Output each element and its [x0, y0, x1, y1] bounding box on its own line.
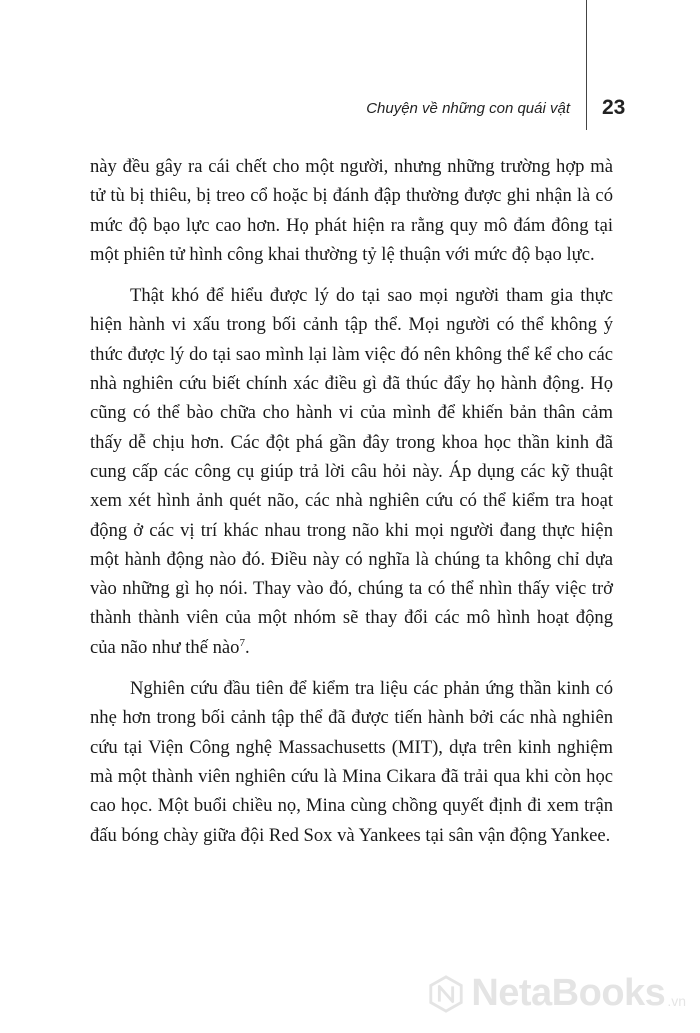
paragraph-3: Nghiên cứu đầu tiên để kiểm tra liệu các phản ứng thần kinh có nhẹ hơn trong bối cảnh tập thể đã được tiến hành bởi các nhà nghiên cứu tại Viện Công nghệ Massachusetts (MIT), dựa trên kinh nghiệm mà một thành viên nghiên cứu là Mina Cikara đã trải qua khi còn học cao học. Một buổi chiều nọ, Mina cùng chồng quyết định đi xem trận đấu bóng chày giữa đội Red Sox và Yankees tại sân vận động Yankee. [90, 678, 613, 846]
watermark-brand: NetaBooks [471, 972, 666, 1014]
netabooks-logo-icon [427, 975, 465, 1013]
body-text [90, 152, 613, 862]
running-head-title: Chuyện về những con quái vật [366, 100, 570, 117]
page-number: 23 [602, 96, 626, 119]
paragraph-2-end: . [244, 636, 250, 658]
watermark-suffix: .vn [667, 993, 686, 1009]
header-divider [586, 0, 587, 130]
paragraph-1: này đều gây ra cái chết cho một người, nhưng những trường hợp mà tử tù bị thiêu, bị treo cổ hoặc bị đánh đập thường được ghi nhận là có mức độ bạo lực cao hơn. Họ phát hiện ra rằng quy mô đám đông tại một phiên tử hình công khai thường tỷ lệ thuận với mức độ bạo lực. [90, 156, 613, 265]
watermark [427, 972, 686, 1015]
paragraph-2 [90, 281, 613, 662]
paragraph-2-text: Thật khó để hiểu được lý do tại sao mọi người tham gia thực hiện hành vi xấu trong bối cảnh tập thể. Mọi người có thể không ý thức được lý do tại sao mình lại làm việc đó nên không thể kể cho các nhà nghiên cứu biết chính xác điều gì đã thúc đẩy họ hành động. Họ cũng có thể bào chữa cho hành vi của mình để khiến bản thân cảm thấy dễ chịu hơn. Các đột phá gần đây trong khoa học thần kinh đã cung cấp các công cụ giúp trả lời câu hỏi này. Áp dụng các kỹ thuật xem xét hình ảnh quét não, các nhà nghiên cứu có thể kiểm tra hoạt động ở các vị trí khác nhau trong não khi mọi người đang thực hiện một hành động nào đó. Điều này có nghĩa là chúng ta không chỉ dựa vào những gì họ nói. Thay vào đó, chúng ta có thể nhìn thấy việc trở thành thành viên của một nhóm sẽ thay đổi các mô hình hoạt động của não như thế nào [90, 285, 613, 658]
footnote-marker: 7 [239, 636, 245, 649]
